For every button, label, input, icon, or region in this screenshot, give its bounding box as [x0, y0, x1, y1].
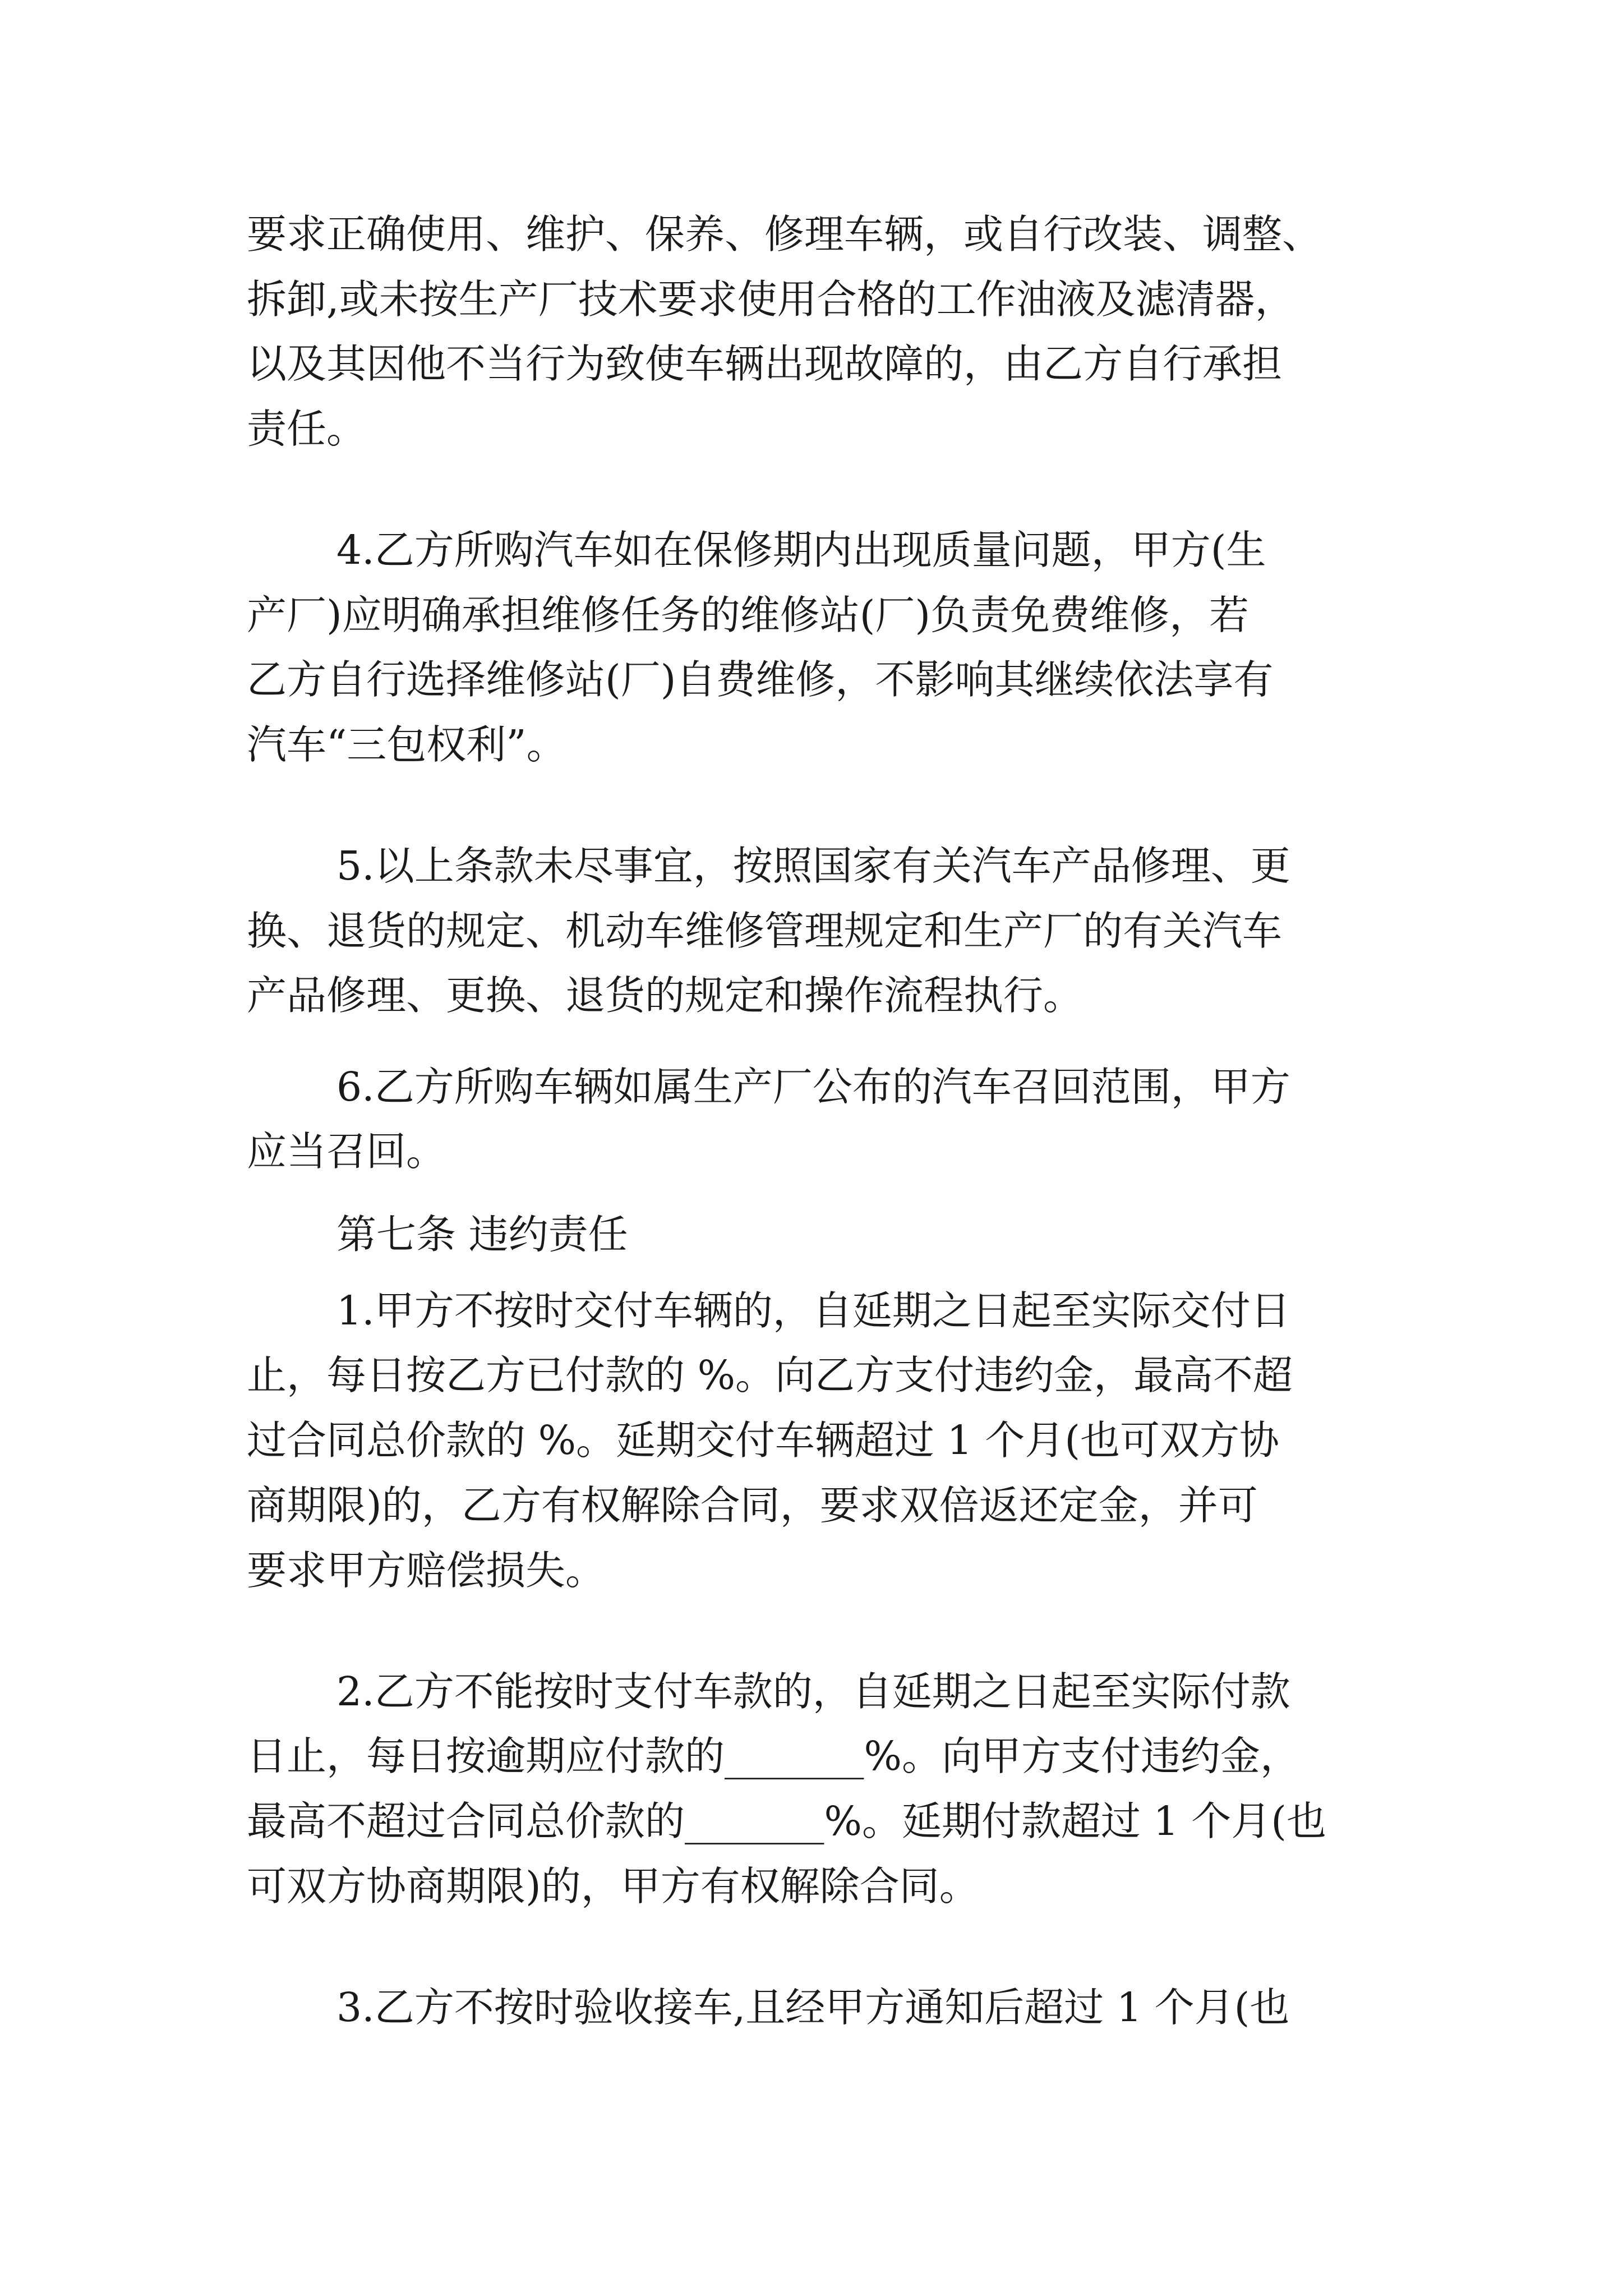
text-line: 过合同总价款的 %。延期交付车辆超过 1 个月(也可双方协	[247, 1417, 1280, 1464]
text-line: 乙方自行选择维修站(厂)自费维修，不影响其继续依法享有	[247, 656, 1274, 703]
text-line: 4.乙方所购汽车如在保修期内出现质量问题，甲方(生	[336, 527, 1266, 573]
text-line: 以及其因他不当行为致使车辆出现故障的，由乙方自行承担	[247, 341, 1283, 387]
text-line: 3.乙方不按时验收接车,且经甲方通知后超过 1 个月(也	[336, 1984, 1290, 2031]
text-line: 1.甲方不按时交付车辆的，自延期之日起至实际交付日	[336, 1287, 1290, 1334]
text-line: 拆卸,或未按生产厂技术要求使用合格的工作油液及滤清器，	[247, 276, 1295, 323]
text-line: 产品修理、更换、退货的规定和操作流程执行。	[247, 972, 1083, 1019]
text-line: 2.乙方不能按时支付车款的，自延期之日起至实际付款	[336, 1668, 1290, 1715]
text-line: 可双方协商期限)的，甲方有权解除合同。	[247, 1863, 979, 1910]
text-line: 要求正确使用、维护、保养、修理车辆，或自行改装、调整、	[247, 211, 1322, 257]
text-line: 6.乙方所购车辆如属生产厂公布的汽车召回范围，甲方	[336, 1064, 1290, 1110]
text-line: 应当召回。	[247, 1128, 446, 1175]
text-line: 止，每日按乙方已付款的 %。向乙方支付违约金，最高不超	[247, 1352, 1293, 1398]
text-line: 5.以上条款未尽事宜，按照国家有关汽车产品修理、更	[336, 843, 1290, 889]
text-line: 最高不超过合同总价款的_______%。延期付款超过 1 个月(也	[247, 1798, 1326, 1844]
text-line: 要求甲方赔偿损失。	[247, 1547, 606, 1594]
section-heading: 第七条 违约责任	[336, 1211, 628, 1258]
text-line: 责任。	[247, 406, 367, 452]
text-line: 日止，每日按逾期应付款的_______%。向甲方支付违约金，	[247, 1733, 1300, 1779]
text-line: 换、退货的规定、机动车维修管理规定和生产厂的有关汽车	[247, 908, 1283, 954]
text-line: 产厂)应明确承担维修任务的维修站(厂)负责免费维修，若	[247, 592, 1249, 638]
text-line: 商期限)的，乙方有权解除合同，要求双倍返还定金，并可	[247, 1482, 1258, 1529]
text-line: 汽车“三包权利”。	[247, 721, 566, 768]
